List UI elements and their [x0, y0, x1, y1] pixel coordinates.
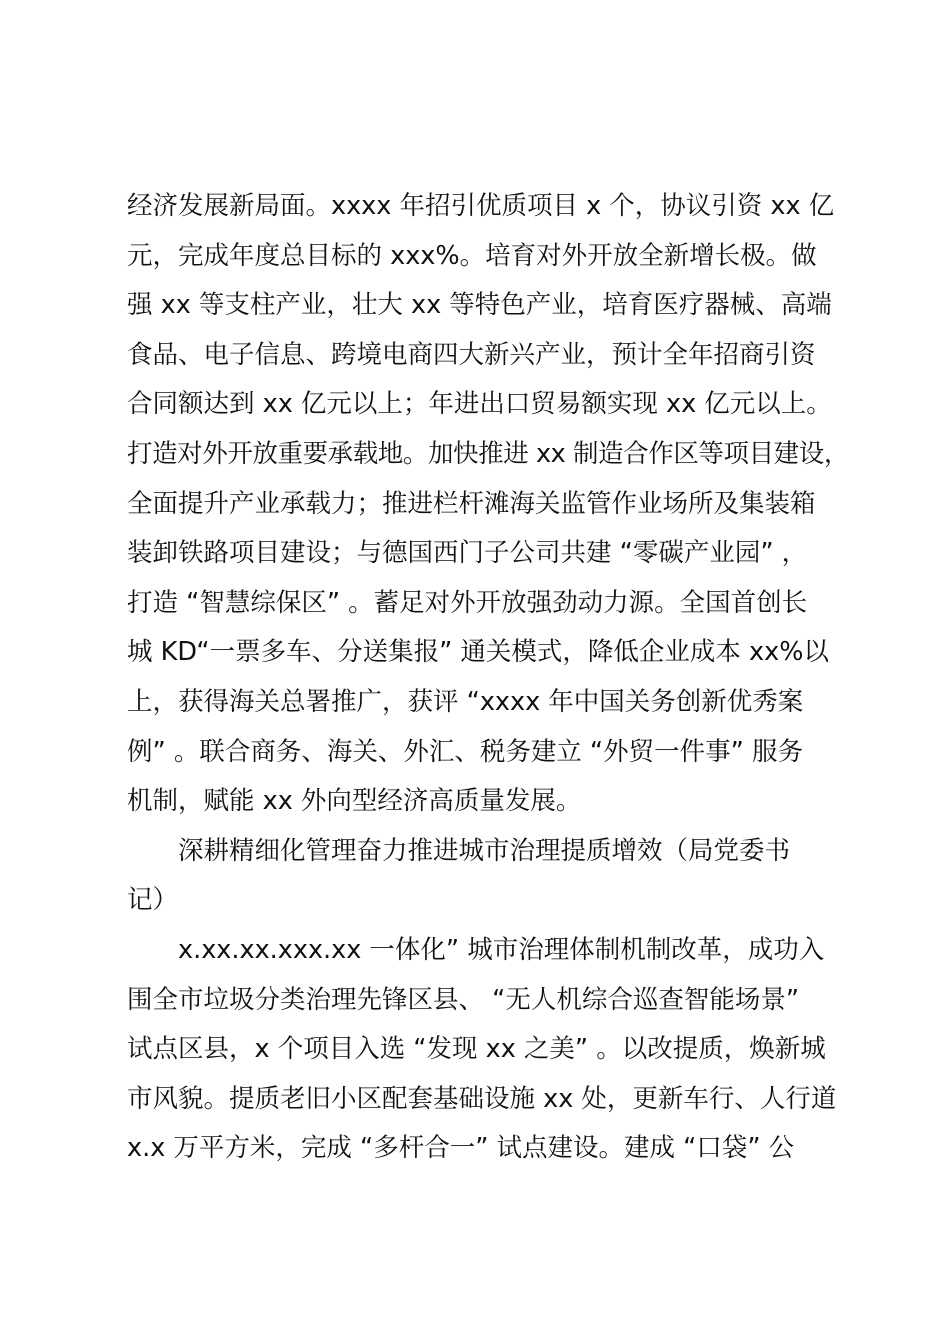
text-line: 强 xx 等支柱产业，壮大 xx 等特色产业，培育医疗器械、高端 — [127, 290, 832, 321]
document-body-text — [127, 182, 847, 1174]
text-line: 例” 。联合商务、海关、外汇、税务建立 “外贸一件事” 服务 — [127, 736, 803, 767]
text-line: 食品、电子信息、跨境电商四大新兴产业，预计全年招商引资 — [127, 339, 816, 370]
text-line: 装卸铁路项目建设；与德国西门子公司共建 “零碳产业园” ， — [127, 538, 808, 569]
text-line: 上，获得海关总署推广，获评 “xxxx 年中国关务创新优秀案 — [127, 686, 804, 717]
text-line: 全面提升产业承载力；推进栏杆滩海关监管作业场所及集装箱 — [127, 488, 816, 519]
text-line: 市风貌。提质老旧小区配套基础设施 xx 处，更新车行、人行道 — [127, 1083, 837, 1114]
text-line: x.xx.xx.xxx.xx 一体化” 城市治理体制机制改革，成功入 — [127, 934, 825, 965]
text-line: 合同额达到 xx 亿元以上；年进出口贸易额实现 xx 亿元以上。 — [127, 389, 832, 420]
section-heading-line: 记） — [127, 885, 179, 916]
text-line: 打造 “智慧综保区” 。蓄足对外开放强劲动力源。全国首创长 — [127, 587, 808, 618]
text-line: 围全市垃圾分类治理先锋区县、 “无人机综合巡查智能场景” — [127, 984, 800, 1015]
text-line: 试点区县，x 个项目入选 “发现 xx 之美” 。以改提质，焕新城 — [127, 1034, 826, 1065]
text-line: 经济发展新局面。xxxx 年招引优质项目 x 个，协议引资 xx 亿 — [127, 191, 835, 221]
text-line: 元，完成年度总目标的 xxx%。培育对外开放全新增长极。做 — [127, 240, 817, 271]
text-line: 打造对外开放重要承载地。加快推进 xx 制造合作区等项目建设， — [127, 438, 849, 469]
text-line: 城 KD“一票多车、分送集报” 通关模式，降低企业成本 xx%以 — [127, 637, 829, 668]
text-line: 机制，赋能 xx 外向型经济高质量发展。 — [127, 786, 582, 817]
text-line: x.x 万平方米，完成 “多杆合一” 试点建设。建成 “口袋” 公 — [127, 1133, 795, 1164]
section-heading-line: 深耕精细化管理奋力推进城市治理提质增效（局党委书 — [127, 835, 791, 866]
